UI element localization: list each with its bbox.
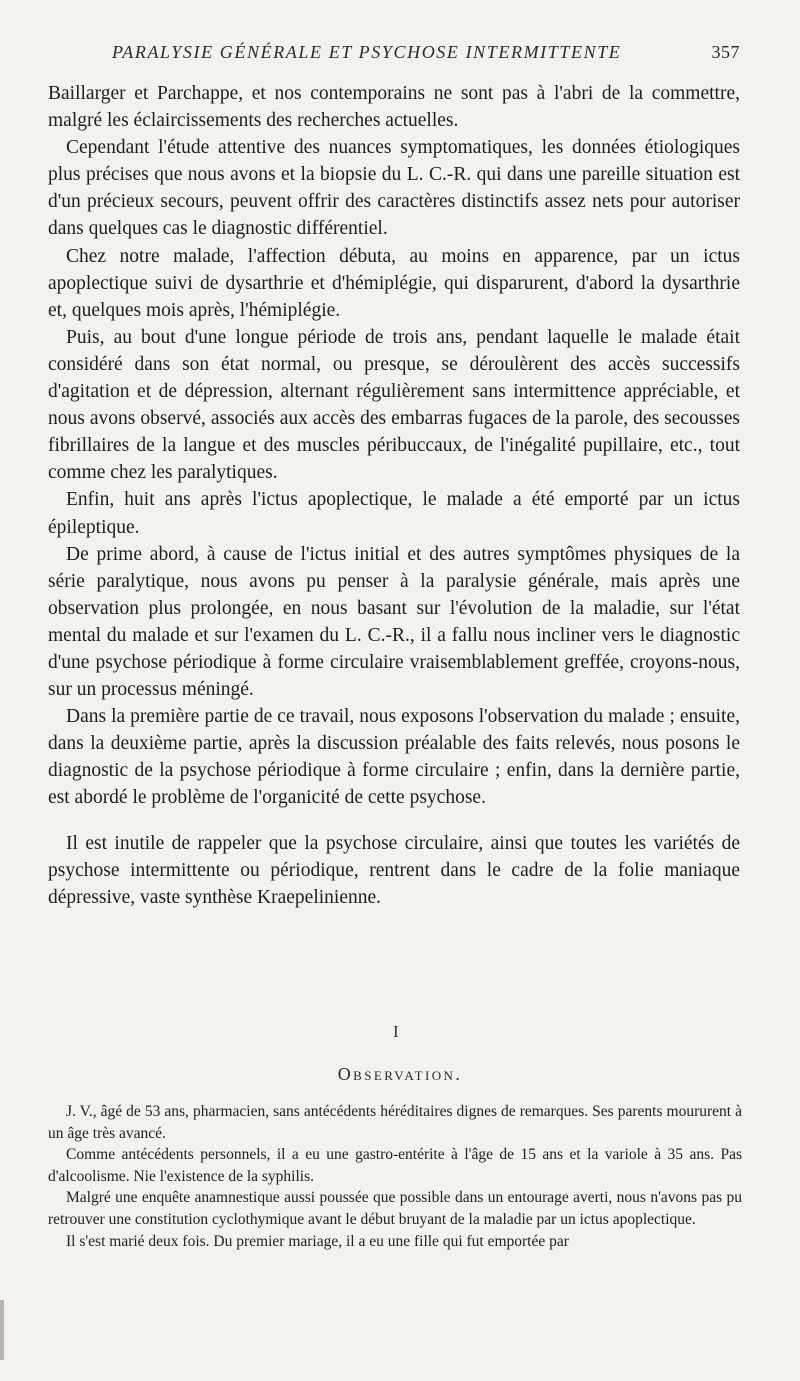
running-header bbox=[112, 42, 740, 63]
scan-edge-shadow bbox=[0, 1300, 4, 1360]
running-title: PARALYSIE GÉNÉRALE ET PSYCHOSE INTERMITTENTE bbox=[112, 42, 622, 62]
paragraph: Baillarger et Parchappe, et nos contemporains ne sont pas à l'abri de la commettre, malgré les éclaircissements des recherches actuelles. bbox=[48, 83, 740, 132]
paragraph: Chez notre malade, l'affection débuta, au moins en apparence, par un ictus apoplectique suivi de dysarthrie et d'hémiplégie, qui disparurent, d'abord la dysarthrie et, quelques mois après, l'hémiplégie. bbox=[48, 245, 740, 321]
paragraph: Cependant l'étude attentive des nuances symptomatiques, les données étiologiques plus précises que nous avons et la biopsie du L. C.-R. qui dans une pareille situation est d'un précieux secours, peuvent offrir des caractères distinctifs assez nets pour autoriser dans quelques cas le diagnostic différentiel. bbox=[48, 137, 740, 240]
observation-paragraph: Il s'est marié deux fois. Du premier mariage, il a eu une fille qui fut emportée par bbox=[66, 1232, 569, 1250]
section-heading: Observation. bbox=[337, 1064, 463, 1084]
main-text bbox=[48, 80, 740, 911]
paragraph: Puis, au bout d'une longue période de trois ans, pendant laquelle le malade était considéré dans son état normal, ou presque, se déroulèrent des accès successifs d'agitation et de dépression, alternant régulièrement sans intermittence appréciable, et nous avons observé, associés aux accès des embarras fugaces de la parole, des secousses fibrillaires de la langue et des muscles péribuccaux, de l'inégalité pupillaire, etc., tout comme chez les paralytiques. bbox=[48, 326, 740, 484]
paragraph: De prime abord, à cause de l'ictus initial et des autres symptômes physiques de la série paralytique, nous avons pu penser à la paralysie générale, mais après une observation plus prolongée, en nous basant sur l'évolution de la maladie, sur l'état mental du malade et sur l'examen du L. C.-R., il a fallu nous incliner vers le diagnostic d'une psychose périodique à forme circulaire vraisemblablement greffée, croyons-nous, sur un processus méningé. bbox=[48, 543, 740, 701]
observation-paragraph: J. V., âgé de 53 ans, pharmacien, sans antécédents héréditaires dignes de remarques. Ses parents moururent à un âge très avancé. bbox=[48, 1103, 742, 1142]
observation-paragraph: Malgré une enquête anamnestique aussi poussée que possible dans un entourage averti, nous n'avons pas pu retrouver une constitution cyclothymique avant le début bruyant de la maladie par un ictus apoplectique. bbox=[48, 1189, 742, 1228]
section-number: I bbox=[393, 1022, 399, 1041]
page-number: 357 bbox=[711, 42, 740, 62]
observation-paragraph: Comme antécédents personnels, il a eu une gastro-entérite à l'âge de 15 ans et la variole à 35 ans. Pas d'alcoolisme. Nie l'existence de la syphilis. bbox=[48, 1146, 742, 1185]
paragraph: Dans la première partie de ce travail, nous exposons l'observation du malade ; ensuite, dans la deuxième partie, après la discussion préalable des faits relevés, nous posons le diagnostic de la psychose périodique à forme circulaire ; enfin, dans la dernière partie, est abordé le problème de l'organicité de cette psychose. bbox=[48, 706, 740, 809]
paragraph: Enfin, huit ans après l'ictus apoplectique, le malade a été emporté par un ictus épileptique. bbox=[48, 489, 740, 538]
observation-text bbox=[48, 1101, 742, 1252]
paragraph: Il est inutile de rappeler que la psychose circulaire, ainsi que toutes les variétés de psychose intermittente ou périodique, rentrent dans le cadre de la folie maniaque dépressive, vaste synthèse Kraepelinienne. bbox=[48, 832, 740, 908]
